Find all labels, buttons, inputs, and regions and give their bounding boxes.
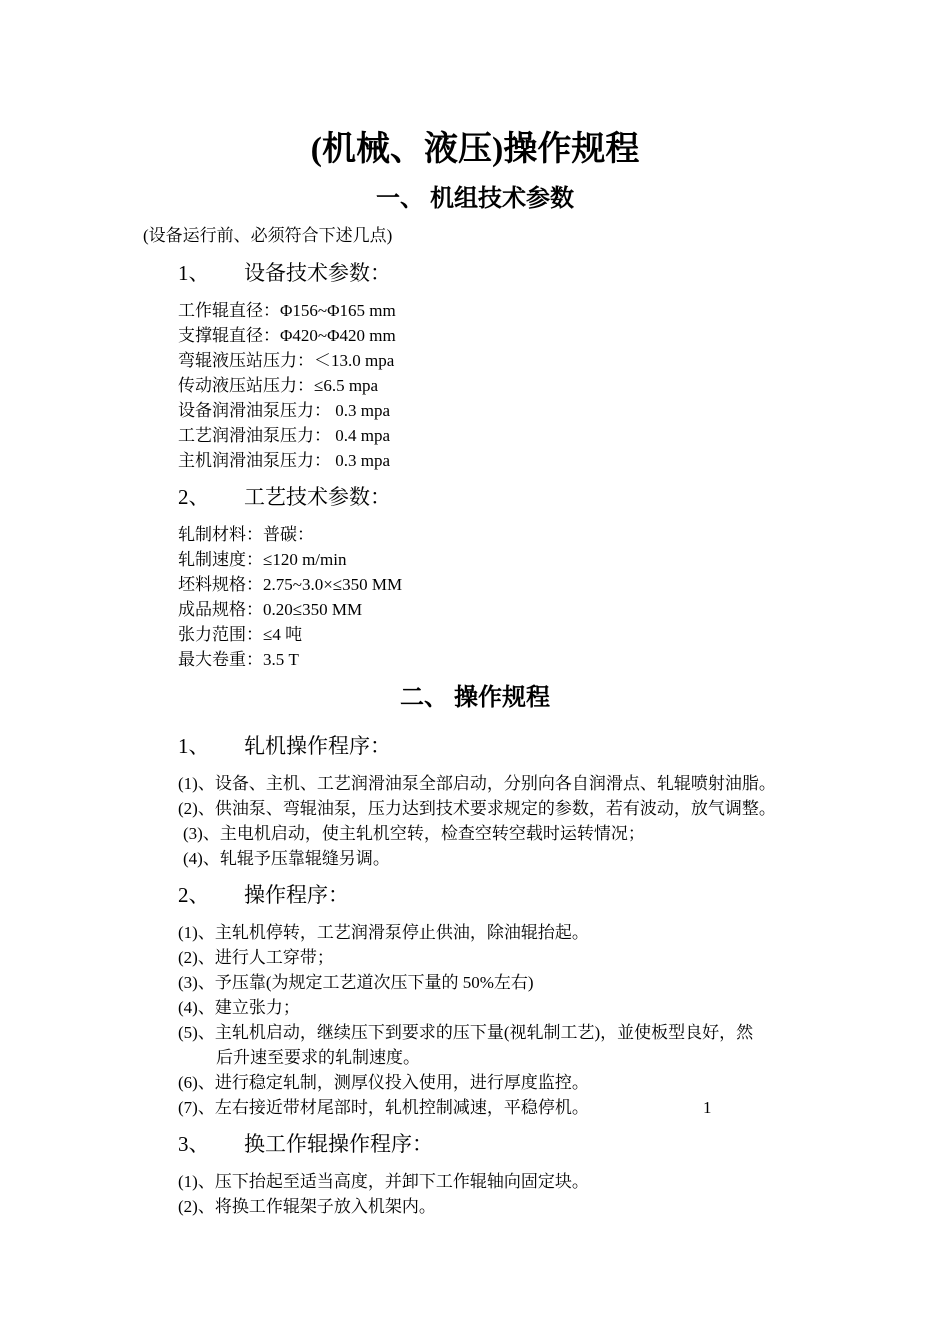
list-item: (6)、进行稳定轧制，测厚仪投入使用，进行厚度监控。 (178, 1073, 589, 1092)
mill-operation-list (178, 771, 776, 871)
subheading-roll-change (178, 1130, 433, 1158)
roll-change-list (178, 1169, 589, 1219)
subheading-operation (178, 881, 349, 909)
list-item: (4)、建立张力； (178, 998, 300, 1017)
list-item: 张力范围：≤4 吨 (178, 625, 303, 644)
list-item: 主机润滑油泵压力： 0.3 mpa (178, 451, 391, 470)
list-item: (2)、将换工作辊架子放入机架内。 (178, 1197, 436, 1216)
section-1-note: (设备运行前、必须符合下述几点) (143, 226, 393, 245)
subheading-mill-operation (178, 732, 391, 760)
list-item: (3)、予压靠(为规定工艺道次压下量的 50%左右) (178, 973, 534, 992)
list-item: (3)、主电机启动，使主轧机空转，检查空转空载时运转情况； (183, 824, 645, 843)
list-item: (1)、设备、主机、工艺润滑油泵全部启动，分别向各自润滑点、轧辊喷射油脂。 (178, 774, 776, 793)
subheading-label: 设备技术参数： (244, 261, 391, 285)
subheading-number: 2、 (178, 485, 210, 509)
subheading-number: 2、 (178, 883, 210, 907)
operation-list (178, 920, 753, 1120)
subheading-equipment-params (178, 259, 391, 287)
list-item: 工作辊直径：Φ156~Φ165 mm (178, 301, 396, 320)
subheading-label: 轧机操作程序： (244, 734, 391, 758)
list-item: (4)、轧辊予压靠辊缝另调。 (183, 849, 390, 868)
list-item: 最大卷重：3.5 T (178, 650, 299, 669)
list-item: 传动液压站压力：≤6.5 mpa (178, 376, 379, 395)
list-item: 支撑辊直径：Φ420~Φ420 mm (178, 326, 396, 345)
list-item: (1)、主轧机停转，工艺润滑泵停止供油，除油辊抬起。 (178, 923, 589, 942)
list-item: 弯辊液压站压力：＜13.0 mpa (178, 351, 395, 370)
document-title: (机械、液压)操作规程 (310, 131, 640, 168)
section-1-heading: 一、 机组技术参数 (376, 186, 574, 212)
subheading-process-params (178, 483, 391, 511)
list-item: 轧制速度：≤120 m/min (178, 550, 347, 569)
page-number: 1 (703, 1098, 712, 1117)
list-item: (5)、主轧机启动，继续压下到要求的压下量(视轧制工艺)，並使板型良好，然 (178, 1023, 754, 1042)
list-item: 轧制材料：普碳： (178, 525, 314, 544)
list-item: 成品规格：0.20≤350 MM (178, 600, 363, 619)
subheading-number: 1、 (178, 261, 210, 285)
section-2-heading: 二、 操作规程 (400, 685, 550, 711)
subheading-number: 1、 (178, 734, 210, 758)
subheading-number: 3、 (178, 1132, 210, 1156)
subheading-label: 工艺技术参数： (244, 485, 391, 509)
list-item: (1)、压下抬起至适当高度，并卸下工作辊轴向固定块。 (178, 1172, 589, 1191)
list-item: 工艺润滑油泵压力： 0.4 mpa (178, 426, 391, 445)
list-item: (2)、进行人工穿带； (178, 948, 334, 967)
subheading-label: 操作程序： (244, 883, 349, 907)
list-item: 设备润滑油泵压力： 0.3 mpa (178, 401, 391, 420)
list-item-continuation: 后升速至要求的轧制速度。 (216, 1048, 420, 1067)
list-item: (2)、供油泵、弯辊油泵，压力达到技术要求规定的参数，若有波动，放气调整。 (178, 799, 776, 818)
list-item: (7)、左右接近带材尾部时，轧机控制减速，平稳停机。 (178, 1098, 589, 1117)
equipment-params-list (178, 298, 396, 473)
subheading-label: 换工作辊操作程序： (244, 1132, 433, 1156)
list-item: 坯料规格：2.75~3.0×≤350 MM (178, 575, 403, 594)
process-params-list (178, 522, 402, 672)
